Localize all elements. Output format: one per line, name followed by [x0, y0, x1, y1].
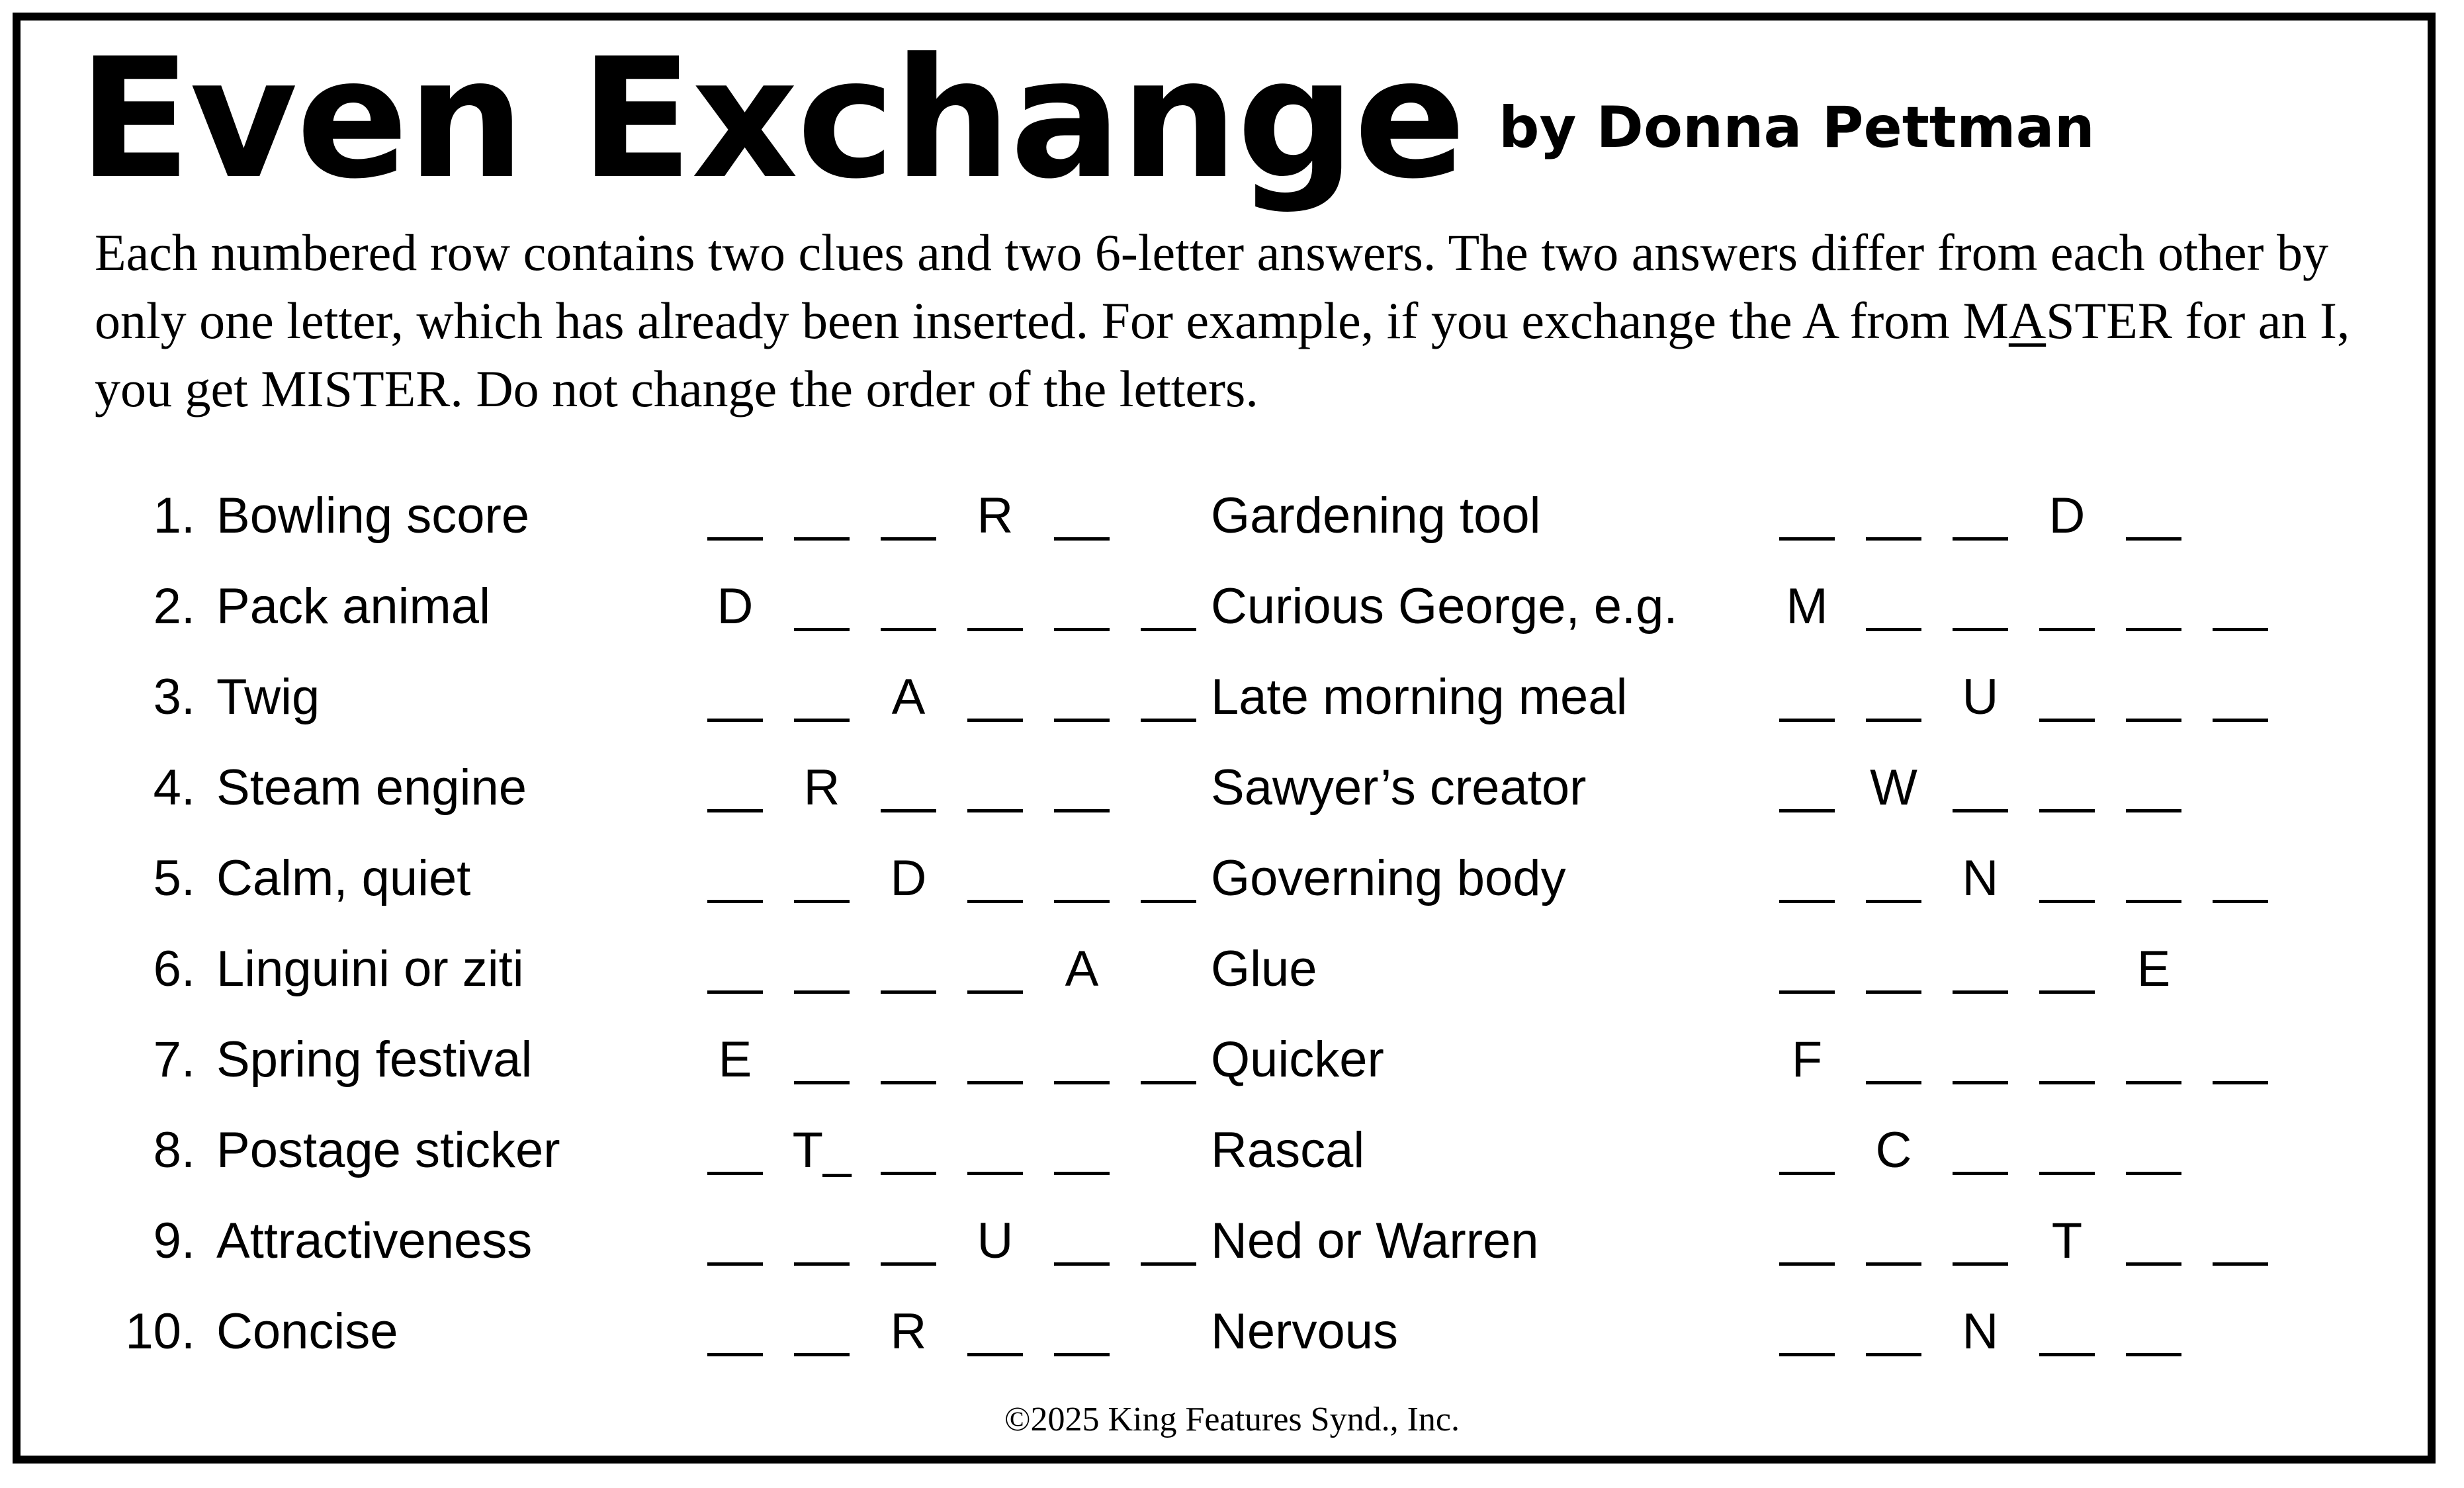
row-number: 1.: [153, 488, 195, 544]
row-number: 7.: [153, 1031, 195, 1088]
letter-blank: [2122, 1205, 2185, 1278]
letter-blank: [790, 1205, 854, 1278]
puzzle-byline: by Donna Pettman: [1499, 95, 2095, 161]
clue-row: [0, 1114, 2464, 1187]
letter-blank: [963, 842, 1027, 915]
clue-b: Quicker: [1211, 1031, 1384, 1088]
letter-blank: [877, 1024, 940, 1096]
letter-blank: [703, 752, 767, 824]
clue-b: Governing body: [1211, 850, 1566, 906]
given-letter: D: [2048, 488, 2086, 544]
letter-blank: [1050, 842, 1114, 915]
instructions-text-1: Each numbered row contains two clues and two 6-letter answers. The two answers differ from each other by only one letter, which has already been inserted. For example, if you exchange the A from M: [95, 224, 2329, 349]
row-number: 5.: [153, 850, 195, 906]
given-letter: R: [803, 760, 840, 816]
clue-row: [0, 752, 2464, 824]
letter-blank: [1949, 570, 2012, 643]
letter-blank: [1862, 480, 1925, 552]
given-letter: W: [1870, 760, 1917, 816]
letter-blank: [2122, 480, 2185, 552]
puzzle-title: Even Exchange: [78, 22, 1465, 215]
clue-row: [0, 480, 2464, 552]
letter-blank: [1862, 1024, 1925, 1096]
letter-blank: [2122, 752, 2185, 824]
clue-row: [0, 933, 2464, 1006]
clue-b: Glue: [1211, 941, 1317, 997]
given-letter: N: [1962, 850, 1999, 906]
letter-blank: [703, 480, 767, 552]
letter-blank: [1775, 752, 1839, 824]
letter-blank: [2209, 661, 2272, 734]
given-letter: U: [1962, 669, 1999, 725]
clue-row: [0, 1295, 2464, 1368]
letter-blank: [1137, 1205, 1200, 1278]
instructions-text-2: STER for an I, you get MISTER. Do not change the order of the letters.: [95, 292, 2350, 417]
letter-blank: [790, 570, 854, 643]
letter-blank: [2209, 1024, 2272, 1096]
clue-a: Attractiveness: [216, 1213, 533, 1269]
letter-blank: [703, 1205, 767, 1278]
letter-blank: [790, 1024, 854, 1096]
letter-blank: [1050, 570, 1114, 643]
clue-a: Postage sticker: [216, 1122, 560, 1178]
letter-blank: [1949, 480, 2012, 552]
letter-blank: [1137, 842, 1200, 915]
letter-blank: [1862, 933, 1925, 1006]
letter-blank: [963, 661, 1027, 734]
letter-blank: [2122, 1295, 2185, 1368]
letter-blank: [2035, 1114, 2099, 1187]
letter-blank: [2035, 1024, 2099, 1096]
letter-blank: [1050, 480, 1114, 552]
letter-blank: [1775, 661, 1839, 734]
letter-blank: [1050, 661, 1114, 734]
given-letter: M: [1786, 578, 1828, 635]
clue-b: Late morning meal: [1211, 669, 1628, 725]
letter-blank: [963, 1024, 1027, 1096]
clue-b: Curious George, e.g.: [1211, 578, 1678, 635]
letter-blank: [877, 1205, 940, 1278]
letter-blank: [703, 933, 767, 1006]
clue-a: Spring festival: [216, 1031, 533, 1088]
letter-blank: [877, 480, 940, 552]
letter-blank: [790, 480, 854, 552]
given-letter: A: [891, 669, 926, 725]
letter-blank: [1862, 1205, 1925, 1278]
given-letter: C: [1875, 1122, 1912, 1178]
clue-row: [0, 1205, 2464, 1278]
letter-blank: [2035, 661, 2099, 734]
copyright-footer: ©2025 King Features Synd., Inc.: [1004, 1401, 1460, 1438]
row-number: 10.: [125, 1303, 195, 1360]
letter-blank: [1862, 570, 1925, 643]
clue-b: Sawyer’s creator: [1211, 760, 1587, 816]
row-number: 4.: [153, 760, 195, 816]
letter-blank: [1775, 1205, 1839, 1278]
letter-blank: [877, 752, 940, 824]
letter-blank: [1862, 1295, 1925, 1368]
letter-blank: [1050, 1024, 1114, 1096]
letter-blank: [1949, 933, 2012, 1006]
letter-blank: [703, 842, 767, 915]
letter-blank: [703, 1114, 767, 1187]
clue-b: Ned or Warren: [1211, 1213, 1539, 1269]
letter-blank: [2035, 1295, 2099, 1368]
letter-blank: [1137, 570, 1200, 643]
clue-b: Rascal: [1211, 1122, 1365, 1178]
letter-blank: [1775, 480, 1839, 552]
given-letter: R: [890, 1303, 927, 1360]
row-number: 2.: [153, 578, 195, 635]
given-letter: T_: [792, 1122, 852, 1178]
letter-blank: [963, 1114, 1027, 1187]
letter-blank: [790, 1295, 854, 1368]
letter-blank: [790, 661, 854, 734]
letter-blank: [2122, 1024, 2185, 1096]
letter-blank: [2035, 570, 2099, 643]
clue-a: Concise: [216, 1303, 398, 1360]
letter-blank: [2035, 752, 2099, 824]
letter-blank: [1949, 1024, 2012, 1096]
letter-blank: [1137, 1024, 1200, 1096]
letter-blank: [2122, 570, 2185, 643]
letter-blank: [963, 570, 1027, 643]
letter-blank: [1775, 1114, 1839, 1187]
letter-blank: [1050, 1295, 1114, 1368]
letter-blank: [703, 661, 767, 734]
given-letter: E: [718, 1031, 752, 1088]
letter-blank: [2122, 661, 2185, 734]
letter-blank: [2035, 842, 2099, 915]
letter-blank: [1775, 933, 1839, 1006]
letter-blank: [963, 752, 1027, 824]
letter-blank: [2122, 1114, 2185, 1187]
letter-blank: [1862, 661, 1925, 734]
letter-blank: [877, 570, 940, 643]
clue-b: Nervous: [1211, 1303, 1398, 1360]
letter-blank: [1050, 1205, 1114, 1278]
clue-a: Calm, quiet: [216, 850, 471, 906]
row-number: 8.: [153, 1122, 195, 1178]
clue-a: Twig: [216, 669, 320, 725]
letter-blank: [2209, 570, 2272, 643]
letter-blank: [2209, 842, 2272, 915]
clue-row: [0, 570, 2464, 643]
letter-blank: [2122, 842, 2185, 915]
clue-a: Pack animal: [216, 578, 490, 635]
given-letter: T: [2051, 1213, 2083, 1269]
letter-blank: [1949, 752, 2012, 824]
letter-blank: [2209, 1205, 2272, 1278]
clue-a: Bowling score: [216, 488, 530, 544]
given-letter: N: [1962, 1303, 1999, 1360]
clue-row: [0, 1024, 2464, 1096]
letter-blank: [877, 933, 940, 1006]
letter-blank: [1775, 1295, 1839, 1368]
clue-a: Linguini or ziti: [216, 941, 524, 997]
letter-blank: [790, 842, 854, 915]
given-letter: A: [1065, 941, 1099, 997]
letter-blank: [1137, 661, 1200, 734]
letter-blank: [1862, 842, 1925, 915]
letter-blank: [2035, 933, 2099, 1006]
given-letter: D: [890, 850, 927, 906]
clue-b: Gardening tool: [1211, 488, 1541, 544]
letter-blank: [963, 933, 1027, 1006]
clue-row: [0, 842, 2464, 915]
letter-blank: [1949, 1205, 2012, 1278]
row-number: 6.: [153, 941, 195, 997]
letter-blank: [1050, 1114, 1114, 1187]
letter-blank: [963, 1295, 1027, 1368]
given-letter: R: [977, 488, 1014, 544]
instructions-underlined-letter: A: [2008, 292, 2046, 349]
letter-blank: [877, 1114, 940, 1187]
letter-blank: [1949, 1114, 2012, 1187]
letter-blank: [790, 933, 854, 1006]
letter-blank: [1775, 842, 1839, 915]
given-letter: U: [977, 1213, 1014, 1269]
given-letter: F: [1791, 1031, 1823, 1088]
given-letter: E: [2136, 941, 2171, 997]
letter-blank: [1050, 752, 1114, 824]
given-letter: D: [717, 578, 754, 635]
clue-row: [0, 661, 2464, 734]
clue-a: Steam engine: [216, 760, 527, 816]
row-number: 9.: [153, 1213, 195, 1269]
letter-blank: [703, 1295, 767, 1368]
row-number: 3.: [153, 669, 195, 725]
